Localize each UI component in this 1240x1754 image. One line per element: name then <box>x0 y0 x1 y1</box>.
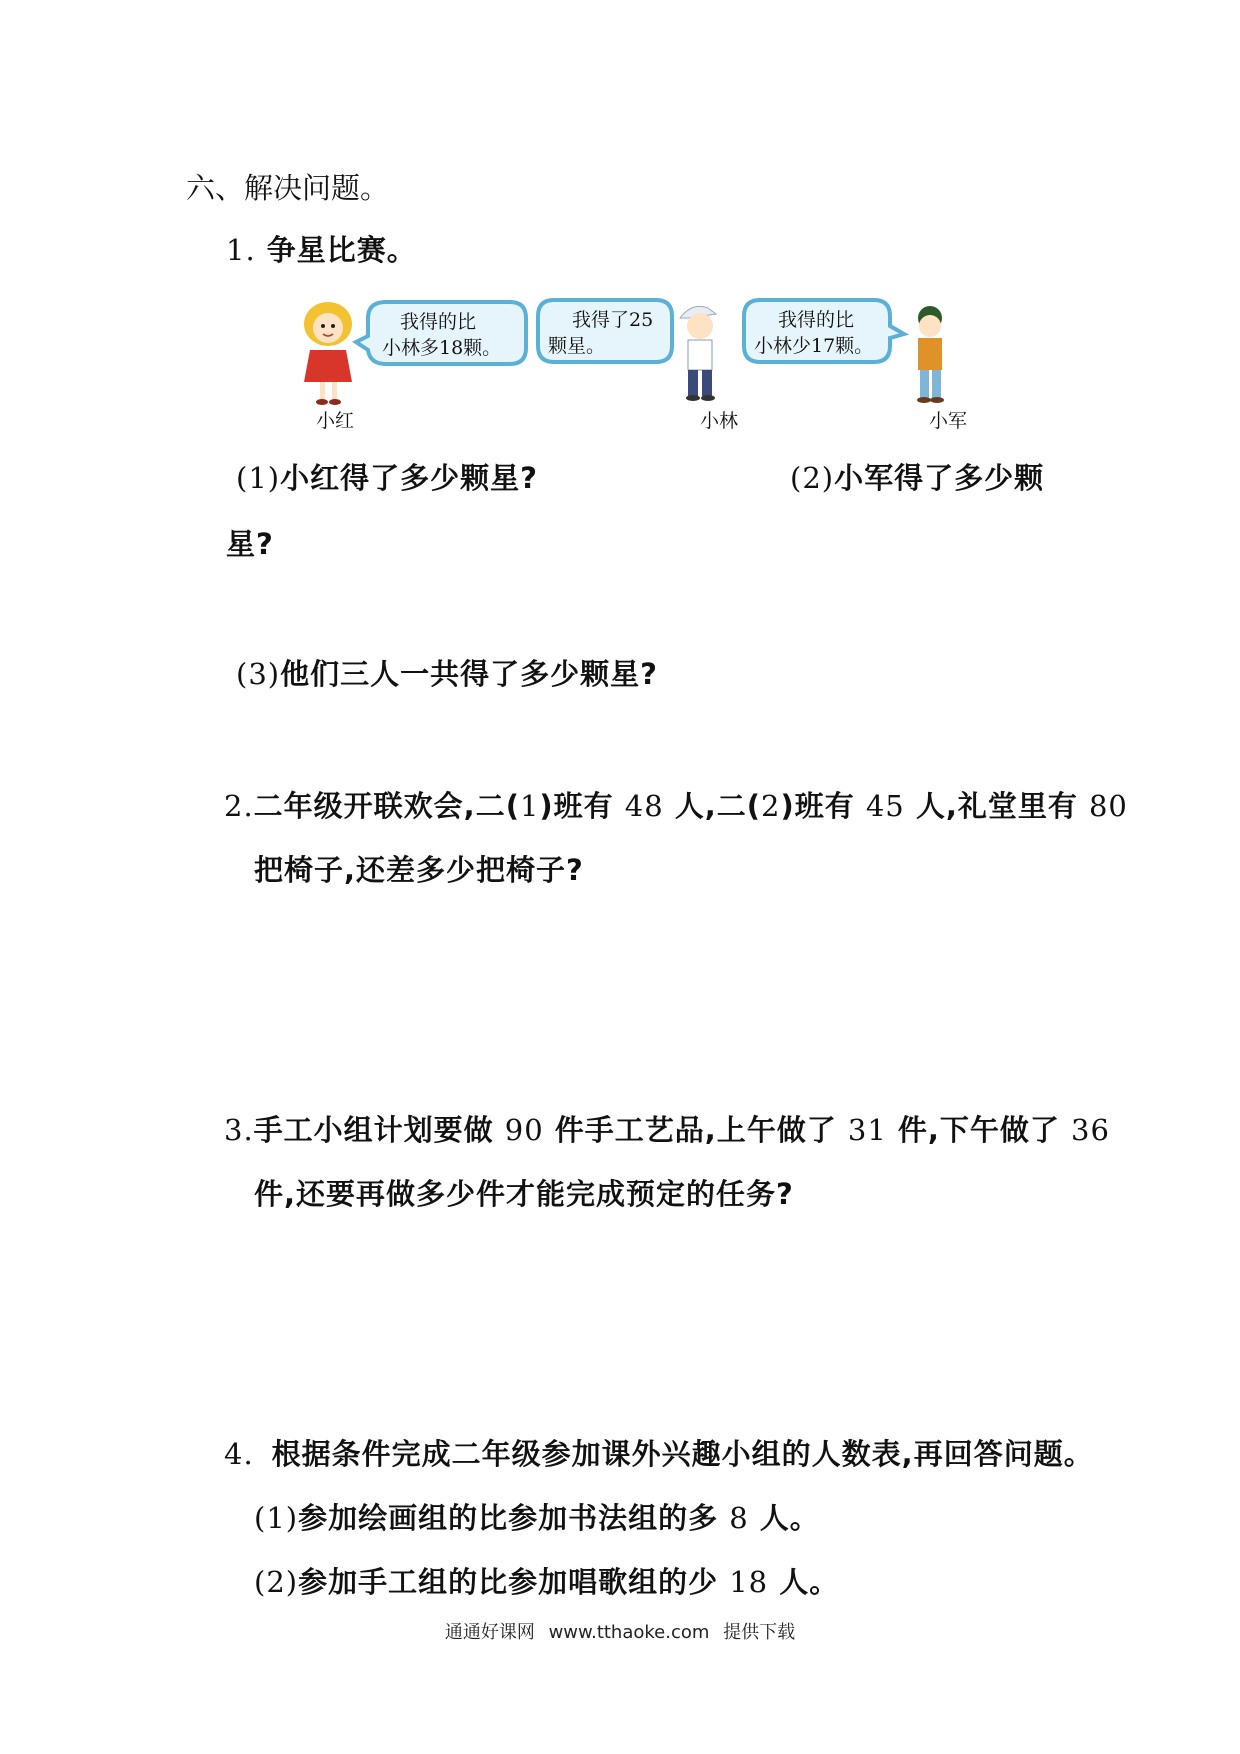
question-number: 4. <box>224 1437 254 1471</box>
number-seg: 36 <box>1071 1113 1110 1147</box>
question-1-sub-1 <box>236 456 538 497</box>
footer-suffix: 提供下载 <box>723 1622 796 1643</box>
girl-figure <box>304 302 352 405</box>
question-2-line-1 <box>224 784 1128 825</box>
question-4-line-1 <box>224 1432 1094 1473</box>
boy-jun-figure <box>917 306 944 403</box>
sub-number: (2) <box>790 461 835 495</box>
speech-bubble-2 <box>538 300 672 362</box>
character-label-xiaojun: 小军 <box>929 410 968 432</box>
character-label-xiaolin: 小林 <box>700 410 739 432</box>
sub-number: (2) <box>254 1565 299 1599</box>
footer-url[interactable]: www.tthaoke.com <box>548 1622 710 1643</box>
text-seg: 参加手工组的比参加唱歌组的少 <box>298 1565 730 1599</box>
question-4-condition-2 <box>254 1560 839 1601</box>
text-seg: 人,二( <box>663 789 762 823</box>
question-4-condition-1 <box>254 1496 820 1537</box>
number-seg: 1 <box>519 789 540 823</box>
question-1-title <box>226 228 417 269</box>
bubble-3-line-1: 我得的比 <box>778 309 855 331</box>
number-seg: 90 <box>504 1113 544 1147</box>
sub-number: (1) <box>236 461 281 495</box>
bubble-2-line-1: 我得了25 <box>572 309 654 331</box>
number-seg: 8 <box>729 1501 749 1535</box>
speech-bubble-1 <box>356 302 526 364</box>
text-seg: 人,礼堂里有 <box>904 789 1089 823</box>
speech-bubble-3 <box>744 300 904 362</box>
question-1-sub-2-wrap: 星? <box>226 527 274 561</box>
question-title-text: 争星比赛。 <box>266 233 417 267</box>
question-3-line-2: 件,还要再做多少件才能完成预定的任务? <box>254 1177 794 1211</box>
text-seg: 件手工艺品,上午做了 <box>543 1113 848 1147</box>
character-label-xiaohong: 小红 <box>316 410 355 432</box>
number-seg: 2 <box>761 789 781 823</box>
sub-number: (3) <box>236 657 281 691</box>
sub-number: (1) <box>254 1501 299 1535</box>
text-seg: 手工小组计划要做 <box>253 1113 505 1147</box>
text-seg: 参加绘画组的比参加书法组的多 <box>298 1501 730 1535</box>
text-seg: 件,下午做了 <box>886 1113 1072 1147</box>
star-contest-illustration <box>290 296 990 431</box>
footer-site-name: 通通好课网 <box>444 1622 535 1643</box>
text-seg: 人。 <box>768 1565 840 1599</box>
question-number: 2. <box>224 789 254 823</box>
text-seg: 二年级开联欢会,二( <box>253 789 520 823</box>
question-1-sub-3 <box>236 652 658 693</box>
question-1-sub-2 <box>790 456 1044 497</box>
number-seg: 45 <box>865 789 905 823</box>
sub-text: 小红得了多少颗星? <box>280 461 538 495</box>
text-seg: 人。 <box>748 1501 820 1535</box>
page-footer <box>0 1618 1240 1644</box>
bubble-3-line-2: 小林少17颗。 <box>754 335 874 357</box>
number-seg: 18 <box>729 1565 769 1599</box>
number-seg: 31 <box>847 1113 887 1147</box>
text-seg: )班有 <box>780 789 866 823</box>
question-number: 3. <box>224 1113 254 1147</box>
section-title: 六、解决问题。 <box>186 171 390 205</box>
question-2-line-2: 把椅子,还差多少把椅子? <box>254 853 584 887</box>
sub-text: 小军得了多少颗 <box>834 461 1045 495</box>
question-3-line-1 <box>224 1108 1110 1149</box>
text-seg: 根据条件完成二年级参加课外兴趣小组的人数表,再回答问题。 <box>271 1437 1094 1471</box>
bubble-2-line-2: 颗星。 <box>548 335 606 357</box>
number-seg: 48 <box>624 789 664 823</box>
number-seg: 80 <box>1088 789 1128 823</box>
text-seg: )班有 <box>539 789 625 823</box>
sub-text: 他们三人一共得了多少颗星? <box>280 657 658 691</box>
boy-lin-figure <box>680 306 716 401</box>
bubble-1-line-2: 小林多18颗。 <box>382 337 502 359</box>
bubble-1-line-1: 我得的比 <box>400 311 477 333</box>
question-number: 1. <box>226 233 256 267</box>
